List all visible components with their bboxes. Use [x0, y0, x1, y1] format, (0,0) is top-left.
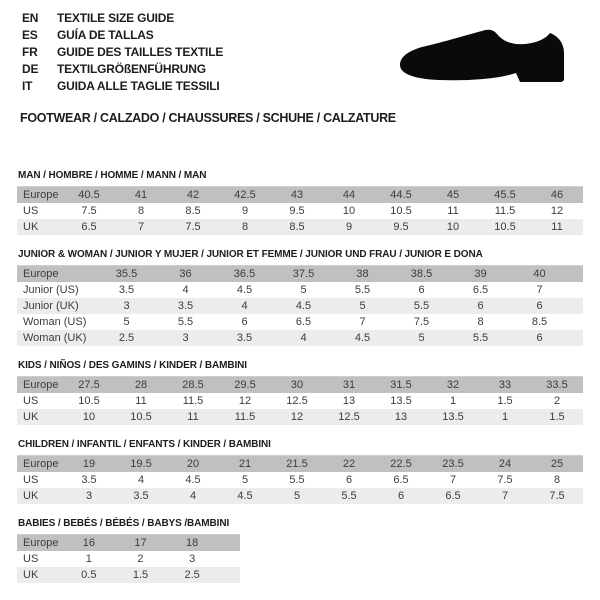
table-row: [17, 393, 583, 409]
size-cell: 1.5: [497, 395, 513, 407]
size-cell: 33.5: [546, 379, 568, 391]
language-row: [22, 77, 223, 94]
size-cell: 29.5: [234, 379, 256, 391]
table-header-row: [17, 456, 583, 473]
filler-cell: [569, 314, 583, 330]
size-cell: 5: [359, 300, 366, 312]
section-title: BABIES / BEBÉS / BÉBÉS / BABYS /BAMBINI: [18, 518, 230, 529]
row-label: Europe: [23, 189, 59, 201]
size-cell: 22.5: [390, 458, 412, 470]
size-cell: 12: [290, 411, 304, 423]
size-cell: 6: [418, 284, 425, 296]
size-cell: 6.5: [393, 474, 409, 486]
size-cell: 31: [342, 379, 356, 391]
row-label: US: [23, 395, 39, 407]
size-cell: 4: [189, 490, 197, 502]
size-tables: [17, 170, 583, 597]
table-row: [17, 409, 583, 425]
section-title: MAN / HOMBRE / HOMME / MANN / MAN: [18, 170, 207, 181]
row-label: US: [23, 474, 39, 486]
size-cell: 5.5: [354, 284, 371, 296]
size-cell: 4.5: [236, 284, 253, 296]
table-header-row: [17, 377, 583, 394]
size-cell: 2: [553, 395, 561, 407]
language-title: GUIDE DES TAILLES TEXTILE: [57, 44, 224, 59]
size-cell: 36.5: [233, 268, 256, 280]
size-cell: 10.5: [494, 221, 516, 233]
size-cell: 21.5: [286, 458, 308, 470]
size-cell: 10.5: [130, 411, 152, 423]
size-cell: 4: [137, 474, 145, 486]
size-table: [17, 265, 583, 346]
size-cell: 13: [342, 395, 356, 407]
size-cell: 12.5: [286, 395, 308, 407]
filler-cell: [218, 567, 240, 583]
size-cell: 40.5: [78, 189, 100, 201]
size-cell: 5: [293, 490, 301, 502]
row-label: UK: [23, 490, 39, 502]
section-title: CHILDREN / INFANTIL / ENFANTS / KINDER / BAMBINI: [18, 439, 271, 450]
language-guide-list: [22, 9, 223, 94]
size-table-section: [17, 518, 583, 583]
size-cell: 7.5: [81, 205, 97, 217]
size-cell: 11.5: [234, 411, 256, 423]
size-cell: 8: [553, 474, 561, 486]
size-cell: 3.5: [236, 332, 253, 344]
table-header-row: [17, 266, 583, 283]
size-cell: 40: [533, 268, 546, 280]
size-cell: 8.5: [289, 221, 305, 233]
size-cell: 11: [447, 205, 459, 217]
size-cell: 10.5: [390, 205, 412, 217]
size-cell: 5: [123, 316, 130, 328]
size-cell: 38: [356, 268, 369, 280]
size-cell: 41: [134, 189, 148, 201]
row-label: Europe: [23, 458, 59, 470]
size-cell: 13: [394, 411, 408, 423]
size-cell: 4.5: [185, 474, 201, 486]
size-cell: 4.5: [354, 332, 371, 344]
size-cell: 46: [550, 189, 564, 201]
size-cell: 3: [85, 490, 93, 502]
size-cell: 10: [342, 205, 356, 217]
size-cell: 8.5: [531, 316, 548, 328]
table-row: [17, 567, 240, 583]
table-row: [17, 219, 583, 235]
size-cell: 9.5: [393, 221, 409, 233]
size-cell: 27.5: [78, 379, 100, 391]
size-cell: 16: [82, 537, 95, 549]
size-cell: 4: [182, 284, 189, 296]
size-cell: 19: [82, 458, 96, 470]
size-cell: 11.5: [494, 205, 516, 217]
size-cell: 44: [342, 189, 356, 201]
size-cell: 38.5: [410, 268, 433, 280]
size-table: [17, 376, 583, 425]
size-cell: 6.5: [472, 284, 489, 296]
row-label: Woman (US): [23, 316, 87, 328]
shoe-icon: [398, 29, 570, 91]
size-cell: 1: [449, 395, 457, 407]
size-cell: 7: [137, 221, 145, 233]
size-cell: 7.5: [413, 316, 430, 328]
size-cell: 8: [477, 316, 484, 328]
size-cell: 11.5: [182, 395, 204, 407]
category-heading: FOOTWEAR / CALZADO / CHAUSSURES / SCHUHE / CALZATURE: [20, 111, 396, 125]
size-cell: 1: [85, 553, 92, 565]
size-cell: 8: [241, 221, 249, 233]
size-cell: 42.5: [234, 189, 256, 201]
size-cell: 37.5: [292, 268, 315, 280]
row-label: UK: [23, 411, 39, 423]
size-cell: 2.5: [184, 569, 200, 581]
language-row: [22, 60, 223, 77]
size-cell: 6: [536, 332, 543, 344]
table-row: [17, 282, 583, 298]
size-cell: 7: [536, 284, 543, 296]
size-cell: 43: [290, 189, 304, 201]
size-cell: 11: [551, 221, 563, 233]
size-cell: 7: [501, 490, 509, 502]
filler-cell: [569, 266, 583, 283]
filler-cell: [569, 298, 583, 314]
filler-cell: [218, 535, 240, 552]
size-cell: 23.5: [442, 458, 464, 470]
size-cell: 12.5: [338, 411, 360, 423]
size-cell: 4: [241, 300, 248, 312]
row-label: Junior (UK): [23, 300, 79, 312]
size-cell: 8.5: [185, 205, 201, 217]
size-cell: 7.5: [497, 474, 513, 486]
size-cell: 6: [397, 490, 405, 502]
size-cell: 7: [359, 316, 366, 328]
filler-cell: [218, 551, 240, 567]
size-cell: 6.5: [445, 490, 461, 502]
size-table-section: [17, 249, 583, 346]
language-title: GUÍA DE TALLAS: [57, 27, 154, 42]
size-cell: 9: [345, 221, 353, 233]
size-cell: 12: [238, 395, 252, 407]
language-code: DE: [22, 61, 39, 76]
table-header-row: [17, 187, 583, 204]
size-cell: 5.5: [472, 332, 489, 344]
size-cell: 10: [82, 411, 96, 423]
size-cell: 28.5: [182, 379, 204, 391]
size-cell: 7.5: [185, 221, 201, 233]
size-cell: 3: [182, 332, 189, 344]
table-row: [17, 488, 583, 504]
table-row: [17, 314, 583, 330]
size-table: [17, 186, 583, 235]
size-table-section: [17, 170, 583, 235]
language-title: GUIDA ALLE TAGLIE TESSILI: [57, 78, 220, 93]
size-cell: 6: [477, 300, 484, 312]
table-row: [17, 330, 583, 346]
size-cell: 9: [241, 205, 249, 217]
size-cell: 19.5: [130, 458, 152, 470]
row-label: US: [23, 205, 39, 217]
size-cell: 45: [446, 189, 460, 201]
table-row: [17, 298, 583, 314]
size-cell: 5.5: [177, 316, 194, 328]
row-label: Junior (US): [23, 284, 79, 296]
size-cell: 8: [137, 205, 145, 217]
size-cell: 6: [241, 316, 248, 328]
size-cell: 20: [186, 458, 200, 470]
section-title: JUNIOR & WOMAN / JUNIOR Y MUJER / JUNIOR ET FEMME / JUNIOR UND FRAU / JUNIOR E DONA: [18, 249, 483, 260]
size-cell: 6: [536, 300, 543, 312]
row-label: Europe: [23, 268, 59, 280]
language-row: [22, 26, 223, 43]
size-cell: 31.5: [390, 379, 412, 391]
size-table-section: [17, 360, 583, 425]
size-cell: 2.5: [118, 332, 135, 344]
size-cell: 44.5: [390, 189, 412, 201]
size-cell: 6.5: [295, 316, 312, 328]
size-cell: 25: [550, 458, 564, 470]
size-cell: 0.5: [81, 569, 97, 581]
language-code: IT: [22, 78, 33, 93]
size-cell: 5: [300, 284, 307, 296]
language-code: EN: [22, 10, 39, 25]
language-row: [22, 43, 223, 60]
size-cell: 4.5: [237, 490, 253, 502]
filler-cell: [569, 282, 583, 298]
size-cell: 45.5: [494, 189, 516, 201]
size-cell: 3: [189, 553, 196, 565]
table-row: [17, 203, 583, 219]
size-table: [17, 534, 240, 583]
table-header-row: [17, 535, 240, 552]
row-label: UK: [23, 569, 39, 581]
size-cell: 9.5: [289, 205, 305, 217]
size-cell: 22: [342, 458, 356, 470]
size-cell: 4: [300, 332, 307, 344]
language-code: FR: [22, 44, 38, 59]
size-cell: 5: [418, 332, 425, 344]
size-cell: 3.5: [81, 474, 97, 486]
size-cell: 6.5: [81, 221, 97, 233]
size-cell: 3.5: [177, 300, 194, 312]
size-cell: 35.5: [115, 268, 138, 280]
size-cell: 39: [474, 268, 487, 280]
filler-cell: [569, 330, 583, 346]
size-cell: 2: [137, 553, 144, 565]
size-cell: 28: [134, 379, 148, 391]
section-title: KIDS / NIÑOS / DES GAMINS / KINDER / BAMBINI: [18, 360, 247, 371]
size-cell: 24: [498, 458, 512, 470]
size-cell: 7: [449, 474, 457, 486]
size-cell: 12: [550, 205, 564, 217]
size-cell: 13.5: [390, 395, 412, 407]
language-title: TEXTILE SIZE GUIDE: [57, 10, 175, 25]
size-cell: 1: [501, 411, 509, 423]
size-cell: 3: [123, 300, 130, 312]
size-cell: 4.5: [295, 300, 312, 312]
row-label: UK: [23, 221, 39, 233]
size-cell: 1.5: [132, 569, 149, 581]
size-cell: 5.5: [341, 490, 357, 502]
size-cell: 5.5: [413, 300, 430, 312]
size-cell: 21: [238, 458, 252, 470]
size-cell: 1.5: [549, 411, 565, 423]
size-table: [17, 455, 583, 504]
size-cell: 30: [290, 379, 304, 391]
language-code: ES: [22, 27, 38, 42]
size-cell: 11: [187, 411, 199, 423]
language-title: TEXTILGRÖßENFÜHRUNG: [57, 61, 206, 76]
size-cell: 10: [446, 221, 460, 233]
size-cell: 10.5: [78, 395, 100, 407]
size-cell: 3.5: [118, 284, 135, 296]
table-row: [17, 551, 240, 567]
size-cell: 17: [134, 537, 147, 549]
size-cell: 7.5: [549, 490, 565, 502]
language-row: [22, 9, 223, 26]
size-cell: 42: [186, 189, 200, 201]
size-cell: 13.5: [442, 411, 464, 423]
table-row: [17, 472, 583, 488]
row-label: Europe: [23, 537, 59, 549]
row-label: Europe: [23, 379, 59, 391]
size-cell: 6: [345, 474, 353, 486]
row-label: US: [23, 553, 39, 565]
size-cell: 32: [446, 379, 460, 391]
size-cell: 33: [498, 379, 512, 391]
row-label: Woman (UK): [23, 332, 87, 344]
size-cell: 3.5: [133, 490, 149, 502]
size-cell: 5.5: [289, 474, 305, 486]
size-table-section: [17, 439, 583, 504]
size-cell: 36: [179, 268, 192, 280]
size-cell: 5: [241, 474, 249, 486]
size-cell: 11: [135, 395, 147, 407]
size-cell: 18: [186, 537, 199, 549]
